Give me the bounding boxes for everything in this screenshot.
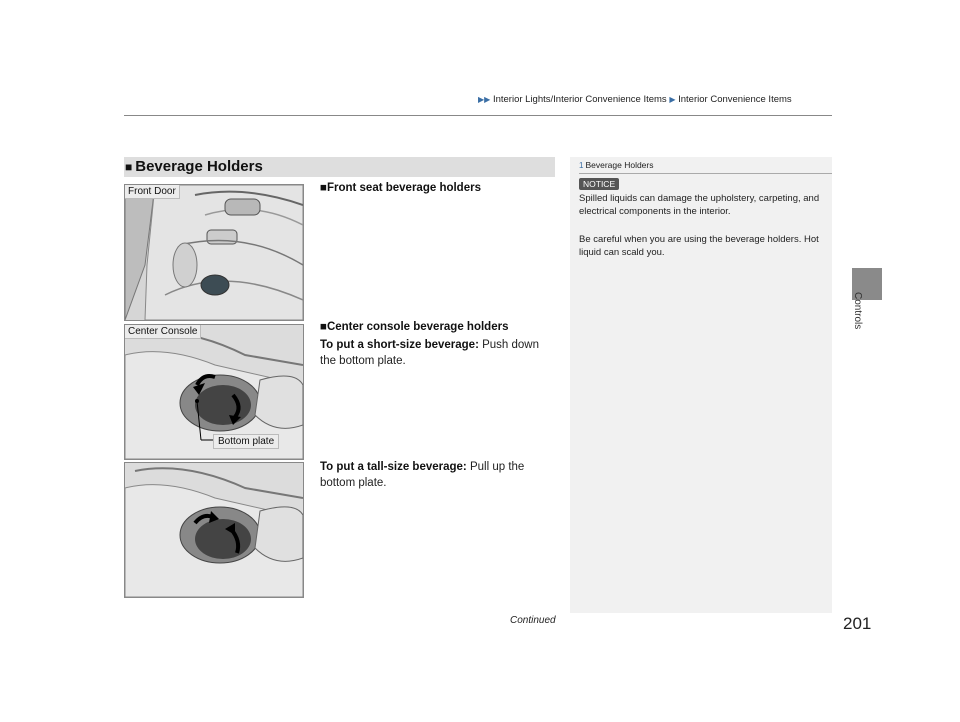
front-door-illustration [125,185,303,320]
center-console-heading: ■Center console beverage holders [320,321,509,333]
breadcrumb-part-2[interactable]: Interior Convenience Items [678,94,792,105]
square-bullet-icon: ■ [125,160,133,174]
arrow-icon: ▶ [669,95,676,104]
header-rule [124,115,832,116]
caution-text: Be careful when you are using the beverage holders. Hot liquid can scald you. [579,234,819,258]
sidebar-note [570,157,832,613]
short-beverage-instructions [320,337,550,369]
breadcrumb [478,94,792,105]
arrow-icon: ▶▶ [478,95,491,104]
notice-text: Spilled liquids can damage the upholstery, carpeting, and electrical components in the interior. [579,193,820,217]
section-title [124,157,555,177]
tall-beverage-label: To put a tall-size beverage: [320,461,467,473]
reference-icon: 1 [579,161,584,170]
square-bullet-icon: ■ [320,182,327,194]
tall-beverage-instructions [320,459,545,491]
center-console-pullup-figure [124,462,304,598]
breadcrumb-part-1[interactable]: Interior Lights/Interior Convenience Items [492,94,667,105]
side-tab-label: Controls [852,292,863,330]
bottom-plate-label: Bottom plate [213,434,279,449]
sidebar-title: 1 Beverage Holders [579,160,654,170]
center-console-label: Center Console [125,325,201,339]
sidebar-rule [579,173,832,174]
section-title-text: Beverage Holders [135,158,263,175]
continued-label: Continued [510,615,556,626]
notice-badge: NOTICE [579,178,619,190]
center-console-figure [124,324,304,460]
page-number: 201 [843,614,872,633]
short-beverage-text: Push down the bottom plate. [320,339,540,367]
square-bullet-icon: ■ [320,321,327,333]
center-console-pullup-illustration [125,463,303,597]
short-beverage-label: To put a short-size beverage: [320,339,479,351]
front-door-label: Front Door [125,185,180,199]
tall-beverage-text: Pull up the bottom plate. [320,461,525,489]
front-seat-heading: ■Front seat beverage holders [320,182,481,194]
front-door-figure [124,184,304,321]
